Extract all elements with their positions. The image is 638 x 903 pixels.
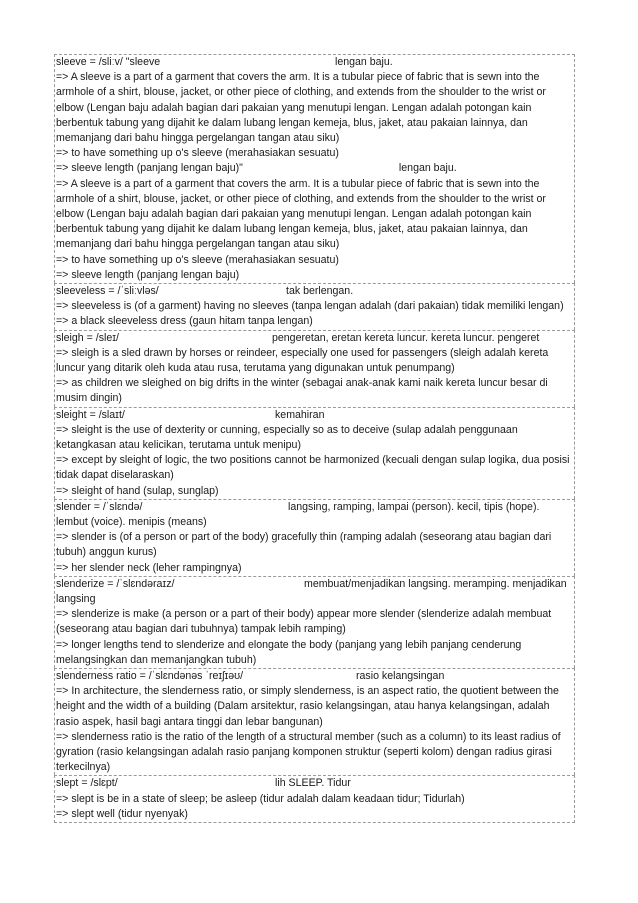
headword: sleeve = /sliːv/ "sleeve xyxy=(56,56,161,68)
definition-line: => sleight of hand (sulap, sunglap) xyxy=(56,484,219,497)
entry-slenderness-ratio xyxy=(54,668,575,775)
entry-slept xyxy=(54,775,575,823)
definition-line: lembut (voice). menipis (means) xyxy=(56,516,207,529)
definition-line: => A sleeve is a part of a garment that covers the arm. It is a tubular piece of fabric that is sewn into the armhole of a shirt, blouse, jacket, or other piece of clothing, and extends from the shoulder to the wrist or elbow (Lengan baju adalah bagian dari pakaian yang menutupi lengan. Lengan adalah potongan kain berbentuk tabung yang dijahit ke dalam lubang lengan kemeja, blus, jaket, atau pakaian lainnya, dan memanjang dari bahu hingga pergelangan tangan atau siku) xyxy=(56,177,546,251)
definition-line: => except by sleight of logic, the two positions cannot be harmonized (kecuali dengan sulap logika, dua posisi tidak dapat diselaraskan) xyxy=(56,454,570,482)
headword: slender = /ˈslɛndə/ xyxy=(56,500,143,513)
translation: rasio kelangsingan xyxy=(356,670,445,683)
definition-line: => In architecture, the slenderness ratio, or simply slenderness, is an aspect ratio, the quotient between the height and the width of a building (Dalam arsitektur, rasio kelangsingan, atau hanya kelangsingan, adalah rasio aspek, hasil bagi antara tinggi dan lebar bangunan) xyxy=(56,685,559,728)
headword: sleigh = /sleɪ/ xyxy=(56,331,119,344)
definition-line: => sleeve length (panjang lengan baju)" lengan baju. xyxy=(56,162,457,175)
headword: slenderness ratio = /ˈslɛndənəs ˈreɪʃɪəʊ/ xyxy=(56,670,244,683)
entry-slender xyxy=(54,499,575,576)
entry-header xyxy=(56,500,572,515)
dictionary-page xyxy=(54,54,575,823)
entry-header xyxy=(56,776,572,791)
translation: lengan baju. xyxy=(335,56,393,68)
definition-line: => slenderness ratio is the ratio of the length of a structural member (such as a column) to its least radius of gyration (rasio kelangsingan adalah rasio panjang komponen struktur (seperti kolom) dengan radius girasi terkecilnya) xyxy=(56,730,561,774)
entry-header xyxy=(56,331,572,346)
translation: lih SLEEP. Tidur xyxy=(275,777,351,790)
entry-header xyxy=(56,408,572,423)
translation: pengeretan, eretan kereta luncur. kereta luncur. pengeret xyxy=(272,331,540,344)
definition-line: => longer lengths tend to slenderize and elongate the body (panjang yang lebih panjang cenderung melangsingkan dan memanjangkan tubuh) xyxy=(56,638,522,666)
definition-line: => her slender neck (leher rampingnya) xyxy=(56,561,242,574)
translation: tak berlengan. xyxy=(286,285,354,298)
entry-sleight xyxy=(54,407,575,499)
definition-line: => a black sleeveless dress (gaun hitam tanpa lengan) xyxy=(56,315,313,328)
translation: langsing, ramping, lampai (person). kecil, tipis (hope). xyxy=(288,500,540,513)
entry-sleeve xyxy=(54,54,575,283)
definition-line: => to have something up o's sleeve (merahasiakan sesuatu) xyxy=(56,253,339,266)
headword: sleeveless = /ˈsliːvləs/ xyxy=(56,285,159,298)
definition-line: langsing xyxy=(56,593,96,606)
entry-header xyxy=(56,284,572,299)
entry-header xyxy=(56,669,572,684)
entry-sleigh xyxy=(54,330,575,407)
definition-line: => sleight is the use of dexterity or cunning, especially so as to deceive (sulap adalah penggunaan ketangkasan atau kelicikan, terutama untuk menipu) xyxy=(56,423,518,452)
headword: slept = /slɛpt/ xyxy=(56,777,118,790)
definition-line: => sleigh is a sled drawn by horses or reindeer, especially one used for passengers (sleigh adalah kereta luncur yang ditarik oleh kuda atau rusa, terutama yang digunakan untuk penumpang) xyxy=(56,346,549,375)
translation: membuat/menjadikan langsing. meramping. menjadikan xyxy=(304,577,567,590)
entry-slenderize xyxy=(54,576,575,668)
entry-header xyxy=(56,577,572,592)
definition-line: => sleeve length (panjang lengan baju) xyxy=(56,268,240,281)
definition-line: => to have something up o's sleeve (merahasiakan sesuatu) xyxy=(56,147,339,160)
definition-line: => slender is (of a person or part of the body) gracefully thin (ramping adalah (seseorang atau bagian dari tubuh) anggun kurus) xyxy=(56,531,552,559)
headword: slenderize = /ˈslɛndəraɪz/ xyxy=(56,577,175,590)
definition-line: => slept is be in a state of sleep; be asleep (tidur adalah dalam keadaan tidur; Tidurlah) xyxy=(56,792,465,805)
translation: kemahiran xyxy=(275,408,325,421)
entry-sleeveless xyxy=(54,283,575,330)
definition-line: => A sleeve is a part of a garment that covers the arm. It is a tubular piece of fabric that is sewn into the armhole of a shirt, blouse, jacket, or other piece of clothing, and extends from the shoulder to the wrist or elbow (Lengan baju adalah bagian dari pakaian yang menutupi lengan. Lengan adalah potongan kain berbentuk tabung yang dijahit ke dalam lubang lengan kemeja, blus, jaket, atau pakaian lainnya, dan memanjang dari bahu hingga pergelangan tangan atau siku) xyxy=(56,71,546,144)
definition-line: => slenderize is make (a person or a part of their body) appear more slender (slenderize adalah membuat (seseorang atau bagian dari tubuhnya) tampak lebih ramping) xyxy=(56,608,552,636)
entry-header xyxy=(56,55,572,70)
definition-line: => sleeveless is (of a garment) having no sleeves (tanpa lengan adalah (dari pakaian) tidak memiliki lengan) xyxy=(56,300,564,313)
definition-line: => slept well (tidur nyenyak) xyxy=(56,807,188,820)
definition-line: => as children we sleighed on big drifts in the winter (sebagai anak-anak kami naik kereta luncur besar di musim dingin) xyxy=(56,377,548,405)
headword: sleight = /slaɪt/ xyxy=(56,408,125,421)
